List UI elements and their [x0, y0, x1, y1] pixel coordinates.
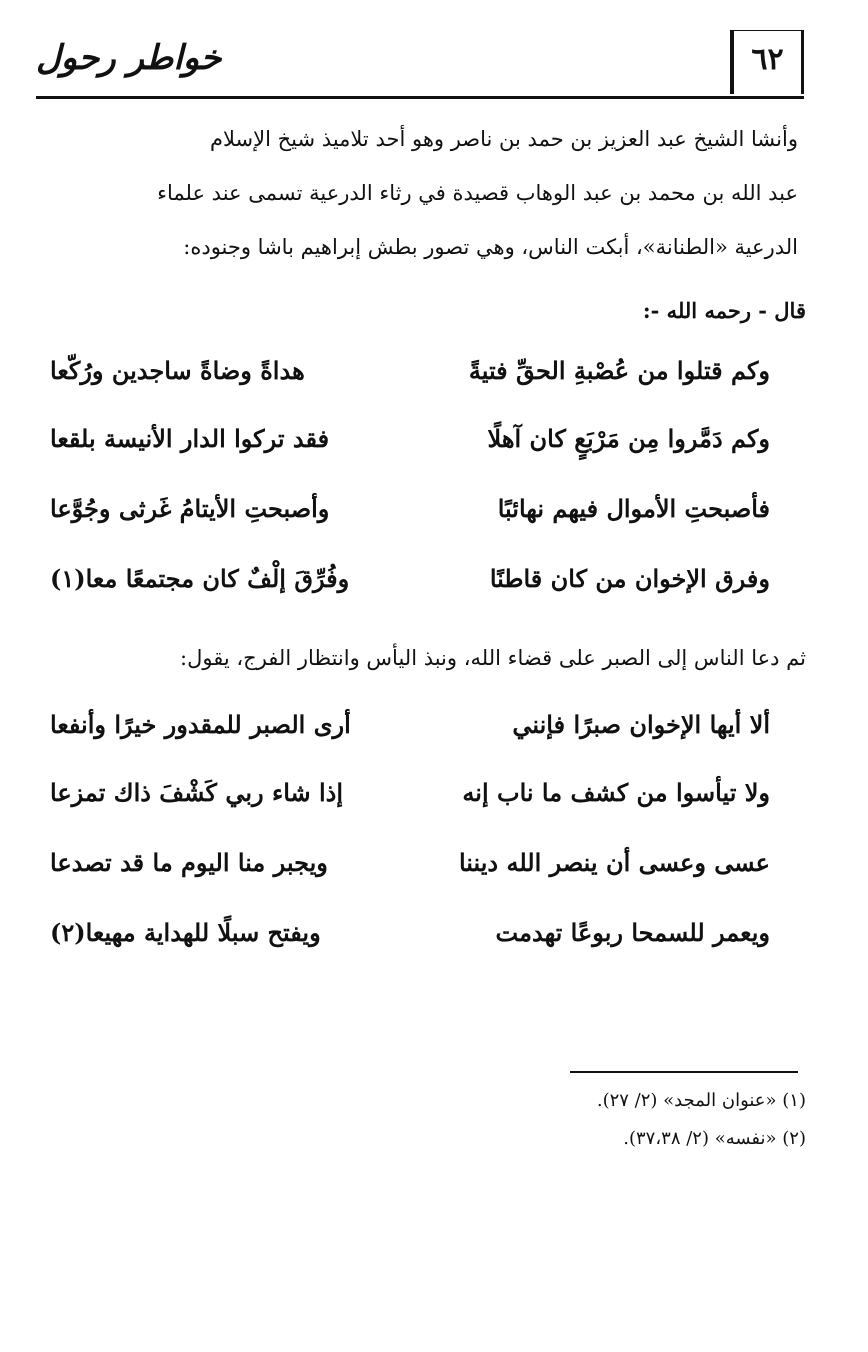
header-rule [36, 96, 804, 99]
verse-first-hemistich: وكم دَمَّروا مِن مَرْبَعٍ كان آهلًا [487, 424, 770, 453]
verse-second-hemistich: إذا شاء ربي كَشْفَ ذاك تمزعا [50, 778, 344, 807]
verse-second-hemistich: هداةً وضاةً ساجدين ورُكّعا [50, 356, 305, 385]
running-title: خواطر رحول [36, 38, 222, 78]
page-number: ٦٢ [730, 30, 804, 94]
verse [50, 356, 770, 416]
poem1-intro: قال - رحمه الله -: [642, 298, 806, 323]
footnote-1: (١) «عنوان المجد» (٢/ ٢٧). [596, 1090, 806, 1111]
verse-first-hemistich: فأصبحتِ الأموال فيهم نهائبًا [497, 494, 770, 523]
verse-second-hemistich: وفُرِّقَ إلْفٌ كان مجتمعًا معا(١) [50, 564, 350, 593]
verse [50, 424, 770, 484]
poem2-intro: ثم دعا الناس إلى الصبر على قضاء الله، ونبذ اليأس وانتظار الفرج، يقول: [180, 646, 806, 670]
verse-second-hemistich: فقد تركوا الدار الأنيسة بلقعا [50, 424, 330, 453]
verse [50, 918, 770, 978]
verse-first-hemistich: ألا أيها الإخوان صبرًا فإنني [512, 710, 770, 739]
intro-line-3: الدرعية «الطنانة»، أبكت الناس، وهي تصور بطش إبراهيم باشا وجنوده: [183, 235, 798, 259]
verse [50, 494, 770, 554]
verse-first-hemistich: ولا تيأسوا من كشف ما ناب إنه [462, 778, 770, 807]
verse-first-hemistich: عسى وعسى أن ينصر الله ديننا [458, 848, 770, 877]
verse-second-hemistich: ويجبر منا اليوم ما قد تصدعا [50, 848, 328, 877]
verse [50, 564, 770, 624]
verse-first-hemistich: وكم قتلوا من عُصْبةِ الحقِّ فتيةً [468, 356, 770, 385]
verse-first-hemistich: وفرق الإخوان من كان قاطنًا [489, 564, 770, 593]
page-header [36, 30, 804, 100]
verse-second-hemistich: وأصبحتِ الأيتامُ غَرثى وجُوَّعا [50, 494, 330, 523]
verse-second-hemistich: أرى الصبر للمقدور خيرًا وأنفعا [50, 710, 351, 739]
verse [50, 778, 770, 838]
verse-second-hemistich: ويفتح سبلًا للهداية مهيعا(٢) [50, 918, 321, 947]
verse [50, 848, 770, 908]
verse-first-hemistich: ويعمر للسمحا ربوعًا تهدمت [495, 918, 770, 947]
footnote-2: (٢) «نفسه» (٢/ ٣٧،٣٨). [623, 1128, 806, 1149]
intro-line-2: عبد الله بن محمد بن عبد الوهاب قصيدة في رثاء الدرعية تسمى عند علماء [157, 181, 798, 205]
intro-line-1: وأنشا الشيخ عبد العزيز بن حمد بن ناصر وهو أحد تلاميذ شيخ الإسلام [210, 127, 798, 151]
verse [50, 710, 770, 770]
footnote-rule [570, 1071, 798, 1073]
